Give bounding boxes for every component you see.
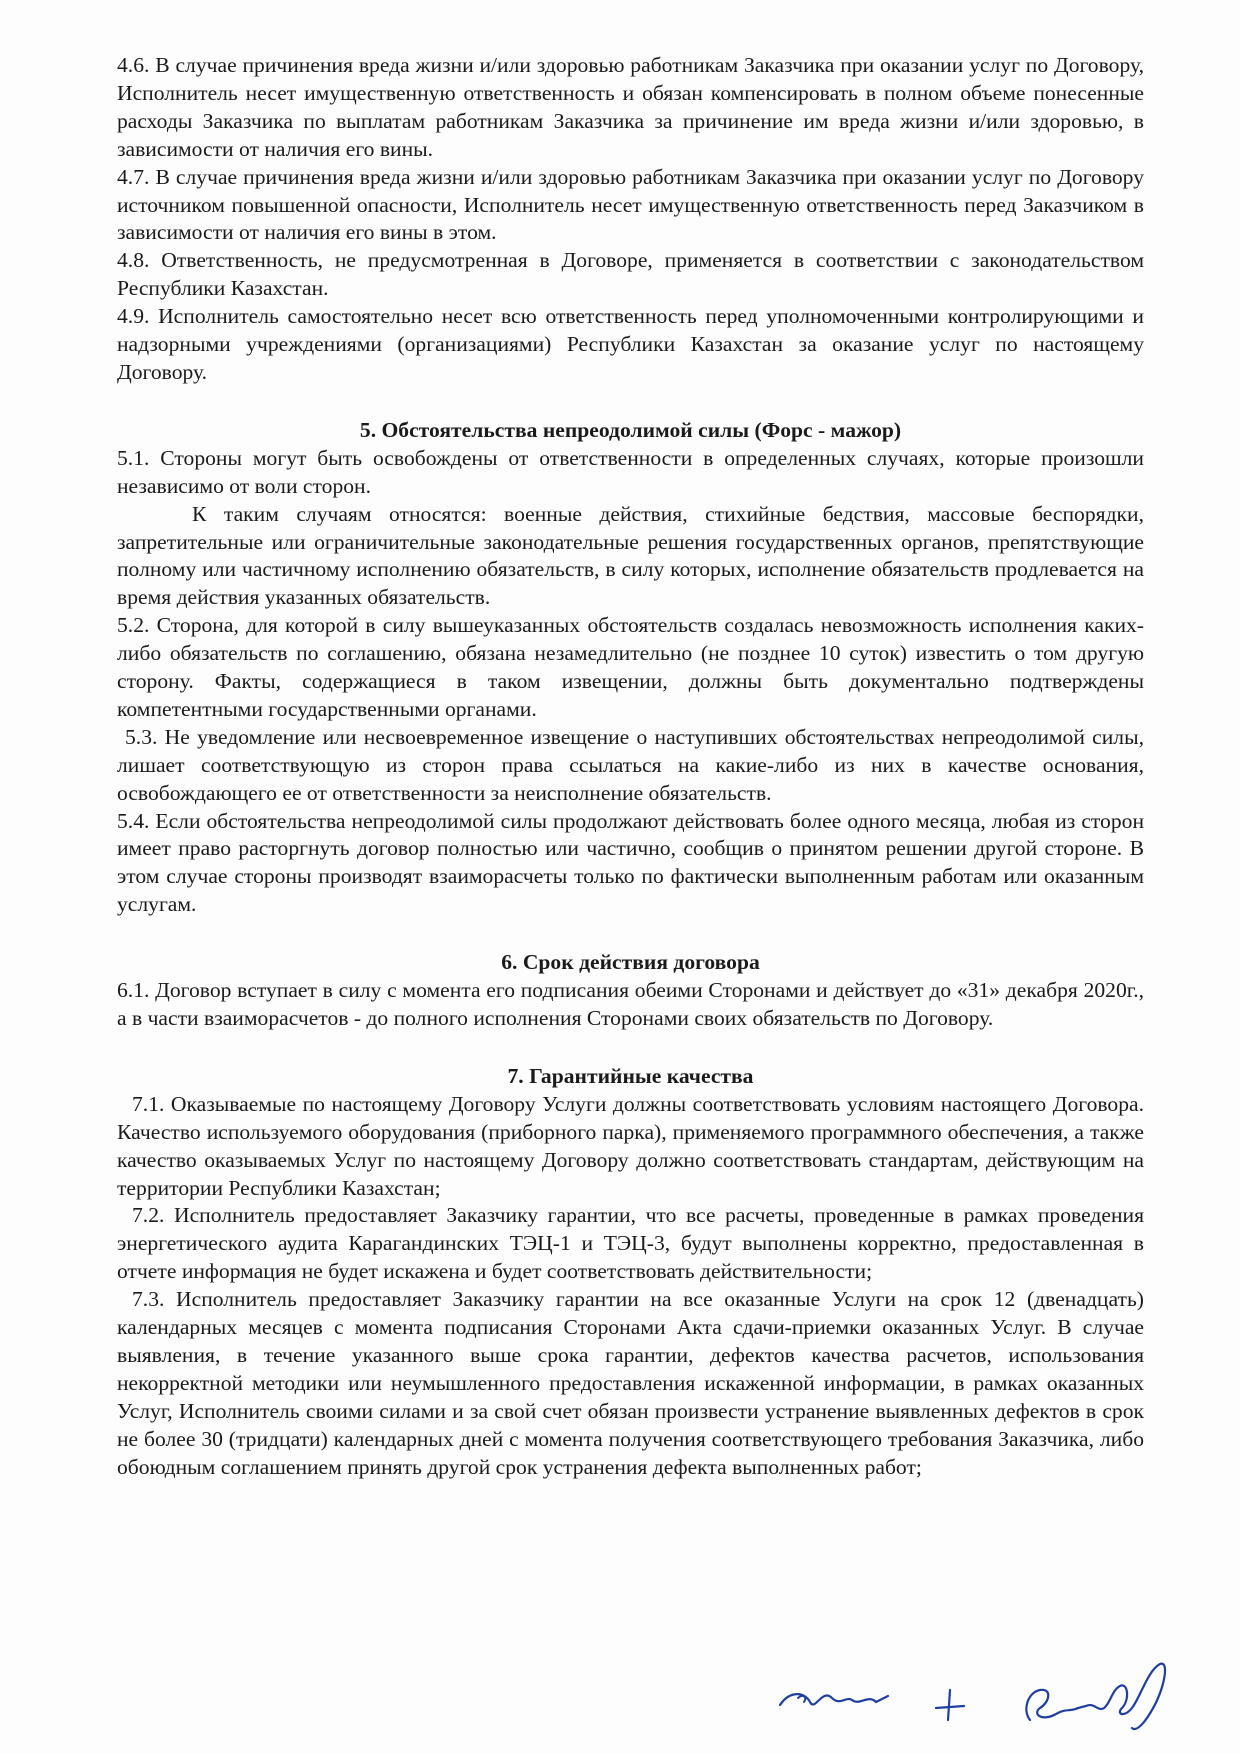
clause-5-1-cases: К таким случаям относятся: военные действия, стихийные бедствия, массовые беспорядки, запретительные или ограничительные законодательные решения государственных органов, препятствующие полному или частичному исполнению обязательств, в силу которых, исполнение обязательств продлевается на время действия указанных обязательств. (117, 501, 1144, 610)
handwritten-signatures (760, 1650, 1200, 1740)
signature-1 (780, 1694, 888, 1705)
section-6-heading: 6. Срок действия договора (501, 950, 760, 975)
clause-4-9: 4.9. Исполнитель самостоятельно несет всю ответственность перед уполномоченными контролирующими и надзорными учреждениями (организациями) Республики Казахстан за оказание услуг по настоящему Договору. (117, 304, 1144, 384)
clause-7-1: 7.1. Оказываемые по настоящему Договору Услуги должны соответствовать условиям настоящего Договора. Качество используемого оборудования (приборного парка), применяемого программного обеспечения, а также качество оказываемых Услуг по настоящему Договору должно соответствовать стандартам, действующим на территории Республики Казахстан; (117, 1091, 1144, 1200)
signatures (760, 1650, 1200, 1740)
clause-4-8: 4.8. Ответственность, не предусмотренная в Договоре, применяется в соответствии с законодательством Республики Казахстан. (117, 248, 1144, 301)
clause-5-1: 5.1. Стороны могут быть освобождены от ответственности в определенных случаях, которые произошли независимо от воли сторон. (117, 445, 1144, 498)
section-gap (117, 919, 1144, 949)
clause-6-1: 6.1. Договор вступает в силу с момента его подписания обеими Сторонами и действует до «31» декабря 2020г., а в части взаиморасчетов - до полного исполнения Сторонами своих обязательств по Договору. (117, 978, 1144, 1030)
initial-mark (936, 1690, 964, 1720)
clause-4-6: 4.6. В случае причинения вреда жизни и/или здоровью работникам Заказчика при оказании услуг по Договору, Исполнитель несет имущественную ответственность и обязан компенсировать в полном объеме понесенные расходы Заказчика по выплатам работникам Заказчика за причинение им вреда жизни и/или здоровью, в зависимости от наличия его вины. (117, 53, 1144, 161)
section-gap (117, 387, 1144, 417)
clause-7-2: 7.2. Исполнитель предоставляет Заказчику гарантии, что все расчеты, проведенные в рамках проведения энергетического аудита Карагандинских ТЭЦ-1 и ТЭЦ-3, будут выполнены корректно, предоставленная в отчете информация не будет искажена и будет соответствовать действительности; (117, 1203, 1144, 1284)
section-7-heading: 7. Гарантийные качества (507, 1063, 754, 1088)
document-body (117, 52, 1144, 1482)
clause-4-7: 4.7. В случае причинения вреда жизни и/или здоровью работникам Заказчика при оказании услуг по Договору источником повышенной опасности, Исполнитель несет имущественную ответственность перед Заказчиком в зависимости от наличия его вины в этом. (117, 164, 1144, 245)
signature-2 (1026, 1664, 1165, 1729)
clause-7-3: 7.3. Исполнитель предоставляет Заказчику гарантии на все оказанные Услуги на срок 12 (двенадцать) календарных месяцев с момента подписания Сторонами Акта сдачи-приемки оказанных Услуг. В случае выявления, в течение указанного выше срока гарантии, дефектов качества расчетов, использования некорректной методики или неумышленного предоставления искаженной информации, в рамках оказанных Услуг, Исполнитель своими силами и за свой счет обязан произвести устранение выявленных дефектов в срок не более 30 (тридцати) календарных дней с момента получения соответствующего требования Заказчика, либо обоюдным соглашением принять другой срок устранения дефекта выполненных работ; (117, 1287, 1144, 1479)
clause-5-2: 5.2. Сторона, для которой в силу вышеуказанных обстоятельств создалась невозможность исполнения каких-либо обязательств по соглашению, обязана незамедлительно (не позднее 10 суток) известить о том другую сторону. Факты, содержащиеся в таком извещении, должны быть документально подтверждены компетентными государственными органами. (117, 613, 1144, 721)
clause-5-4: 5.4. Если обстоятельства непреодолимой силы продолжают действовать более одного месяца, любая из сторон имеет право расторгнуть договор полностью или частично, сообщив о принятом решении другой стороне. В этом случае стороны производят взаиморасчеты только по фактически выполненным работам или оказанным услугам. (117, 808, 1144, 917)
section-5-heading: 5. Обстоятельства непреодолимой силы (Форс - мажор) (359, 417, 902, 442)
clause-5-3: 5.3. Не уведомление или несвоевременное извещение о наступивших обстоятельствах непреодолимой силы, лишает соответствующую из сторон права ссылаться на какие-либо из них в качестве основания, освобождающего ее от ответственности за неисполнение обязательств. (117, 724, 1144, 805)
section-gap (117, 1033, 1144, 1063)
